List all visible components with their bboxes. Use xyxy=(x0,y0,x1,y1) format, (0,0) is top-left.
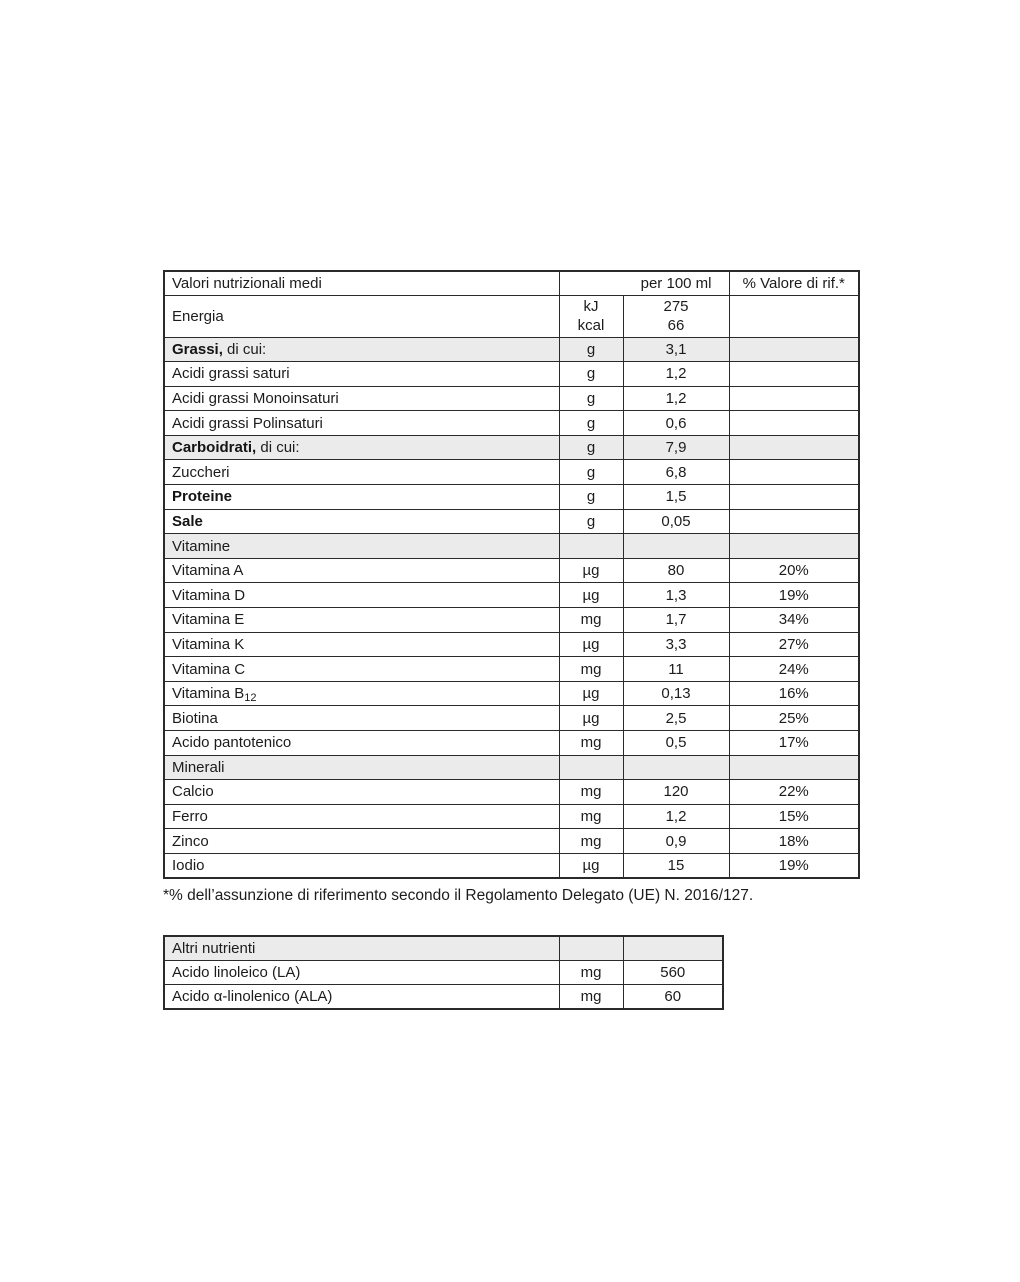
table-row xyxy=(164,460,859,485)
table-row xyxy=(164,960,723,985)
unit-cell: g xyxy=(559,509,623,534)
nutrient-label: Minerali xyxy=(164,755,559,780)
unit-cell: g xyxy=(559,411,623,436)
other-nutrients-table xyxy=(163,935,724,1010)
value-cell: 7,9 xyxy=(623,435,729,460)
table-title: Valori nutrizionali medi xyxy=(164,271,559,295)
nutrient-label: Vitamina E xyxy=(164,608,559,633)
unit-cell: g xyxy=(559,337,623,362)
nutrient-label: Calcio xyxy=(164,780,559,805)
nutrient-label: Vitamina C xyxy=(164,657,559,682)
nutrient-label: Acidi grassi Monoinsaturi xyxy=(164,386,559,411)
unit-cell: g xyxy=(559,386,623,411)
value-cell: 1,2 xyxy=(623,804,729,829)
table-row xyxy=(164,780,859,805)
value-cell: 1,2 xyxy=(623,362,729,387)
unit-cell: mg xyxy=(559,804,623,829)
ref-value-cell xyxy=(729,755,859,780)
unit-cell: g xyxy=(559,362,623,387)
ref-value-cell: 25% xyxy=(729,706,859,731)
ref-value-cell xyxy=(729,485,859,510)
unit-cell: µg xyxy=(559,706,623,731)
table-row xyxy=(164,804,859,829)
value-cell: 6,8 xyxy=(623,460,729,485)
table-row xyxy=(164,755,859,780)
nutrient-label: Zinco xyxy=(164,829,559,854)
unit-cell: µg xyxy=(559,632,623,657)
unit-cell: mg xyxy=(559,780,623,805)
nutrient-label: Vitamine xyxy=(164,534,559,559)
table-row xyxy=(164,608,859,633)
table-row xyxy=(164,509,859,534)
value-cell: 15 xyxy=(623,853,729,878)
unit-cell xyxy=(559,534,623,559)
nutrient-label: Acido pantotenico xyxy=(164,731,559,756)
ref-value-cell xyxy=(729,534,859,559)
nutrient-label: Proteine xyxy=(164,485,559,510)
nutrient-label: Acido α-linolenico (ALA) xyxy=(164,985,559,1010)
nutrient-label: Carboidrati, di cui: xyxy=(164,435,559,460)
table-header-row xyxy=(164,936,723,960)
unit-cell: mg xyxy=(559,731,623,756)
ref-value-cell: 17% xyxy=(729,731,859,756)
value-cell: 0,13 xyxy=(623,681,729,706)
per-100ml-header: per 100 ml xyxy=(559,271,729,295)
unit-cell: mg xyxy=(559,960,623,985)
table-row xyxy=(164,295,859,337)
ref-value-cell xyxy=(729,386,859,411)
nutrient-label: Ferro xyxy=(164,804,559,829)
value-cell: 1,2 xyxy=(623,386,729,411)
value-header-empty xyxy=(623,936,723,960)
table-row xyxy=(164,411,859,436)
value-cell: 60 xyxy=(623,985,723,1010)
unit-cell xyxy=(559,755,623,780)
table-row xyxy=(164,534,859,559)
ref-value-cell: 22% xyxy=(729,780,859,805)
nutrient-label: Zuccheri xyxy=(164,460,559,485)
ref-value-cell xyxy=(729,411,859,436)
unit-cell: g xyxy=(559,485,623,510)
table-row xyxy=(164,632,859,657)
unit-cell: g xyxy=(559,460,623,485)
value-cell: 0,6 xyxy=(623,411,729,436)
table-row xyxy=(164,362,859,387)
value-cell: 120 xyxy=(623,780,729,805)
value-cell: 275 66 xyxy=(623,295,729,337)
ref-value-cell: 16% xyxy=(729,681,859,706)
ref-value-cell xyxy=(729,435,859,460)
unit-cell: g xyxy=(559,435,623,460)
secondary-table-body xyxy=(164,960,723,1009)
ref-value-cell: 18% xyxy=(729,829,859,854)
ref-value-cell xyxy=(729,337,859,362)
table-row xyxy=(164,706,859,731)
ref-value-cell xyxy=(729,460,859,485)
nutrient-label: Acido linoleico (LA) xyxy=(164,960,559,985)
nutrient-label: Vitamina D xyxy=(164,583,559,608)
value-cell: 3,1 xyxy=(623,337,729,362)
table-row xyxy=(164,435,859,460)
unit-cell: µg xyxy=(559,583,623,608)
value-cell: 1,7 xyxy=(623,608,729,633)
table-row xyxy=(164,485,859,510)
value-cell: 0,9 xyxy=(623,829,729,854)
value-cell: 1,3 xyxy=(623,583,729,608)
table-header-row xyxy=(164,271,859,295)
ref-value-cell xyxy=(729,362,859,387)
nutrient-label: Energia xyxy=(164,295,559,337)
value-cell: 11 xyxy=(623,657,729,682)
table-row xyxy=(164,657,859,682)
value-cell: 0,5 xyxy=(623,731,729,756)
ref-value-cell xyxy=(729,509,859,534)
unit-cell: kJ kcal xyxy=(559,295,623,337)
table-row xyxy=(164,829,859,854)
ref-value-cell: 34% xyxy=(729,608,859,633)
ref-value-cell: 15% xyxy=(729,804,859,829)
unit-header-empty xyxy=(559,936,623,960)
unit-cell: µg xyxy=(559,558,623,583)
main-table-body xyxy=(164,295,859,878)
unit-cell: mg xyxy=(559,608,623,633)
nutrient-label: Grassi, di cui: xyxy=(164,337,559,362)
ref-value-cell xyxy=(729,295,859,337)
value-cell xyxy=(623,534,729,559)
nutrient-label: Iodio xyxy=(164,853,559,878)
unit-cell: µg xyxy=(559,681,623,706)
nutrition-table xyxy=(163,270,860,879)
value-cell: 1,5 xyxy=(623,485,729,510)
unit-cell: µg xyxy=(559,853,623,878)
reference-footnote: *% dell’assunzione di riferimento secondo il Regolamento Delegato (UE) N. 2016/127. xyxy=(163,887,754,904)
table-row xyxy=(164,681,859,706)
value-cell: 0,05 xyxy=(623,509,729,534)
table-row xyxy=(164,386,859,411)
nutrient-label: Vitamina A xyxy=(164,558,559,583)
nutrient-label: Vitamina $B_{12}$ xyxy=(164,681,559,706)
ref-value-cell: 20% xyxy=(729,558,859,583)
ref-value-header: % Valore di rif.* xyxy=(729,271,859,295)
value-cell: 3,3 xyxy=(623,632,729,657)
nutrient-label: Biotina xyxy=(164,706,559,731)
table-row xyxy=(164,337,859,362)
table-row xyxy=(164,853,859,878)
unit-cell: mg xyxy=(559,657,623,682)
nutrient-label: Sale xyxy=(164,509,559,534)
nutrient-label: Vitamina K xyxy=(164,632,559,657)
value-cell xyxy=(623,755,729,780)
value-cell: 2,5 xyxy=(623,706,729,731)
ref-value-cell: 24% xyxy=(729,657,859,682)
unit-cell: mg xyxy=(559,829,623,854)
ref-value-cell: 27% xyxy=(729,632,859,657)
unit-cell: mg xyxy=(559,985,623,1010)
table-row xyxy=(164,558,859,583)
value-cell: 560 xyxy=(623,960,723,985)
nutrient-label: Acidi grassi Polinsaturi xyxy=(164,411,559,436)
value-cell: 80 xyxy=(623,558,729,583)
nutrient-label: Acidi grassi saturi xyxy=(164,362,559,387)
table-row xyxy=(164,583,859,608)
table-row xyxy=(164,985,723,1010)
ref-value-cell: 19% xyxy=(729,853,859,878)
ref-value-cell: 19% xyxy=(729,583,859,608)
other-nutrients-title: Altri nutrienti xyxy=(164,936,559,960)
table-row xyxy=(164,731,859,756)
